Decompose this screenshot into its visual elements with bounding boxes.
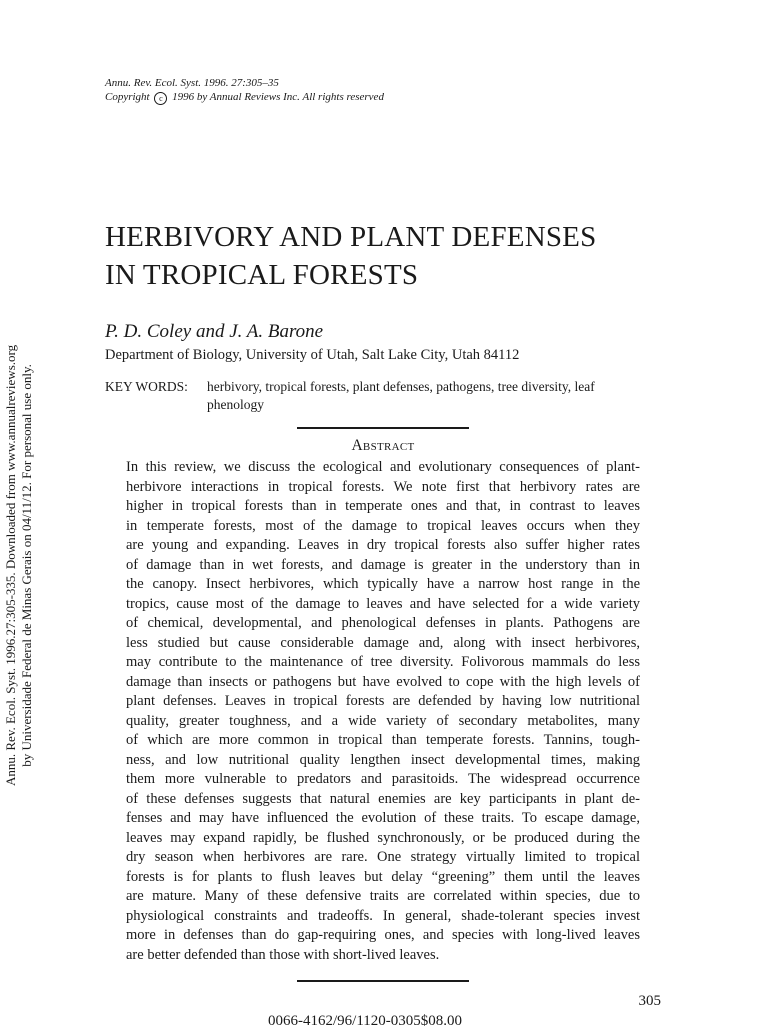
- abstract-line: dry season when herbivores are rare. One strategy virtually limited to tropical: [126, 849, 640, 865]
- title-line-1: HERBIVORY AND PLANT DEFENSES: [105, 221, 597, 253]
- citation-header: [105, 76, 384, 105]
- download-notice-line-2: by Universidade Federal de Minas Gerais on 04/11/12. For personal use only.: [19, 364, 34, 767]
- abstract-body: [126, 458, 640, 965]
- abstract-top-rule: [297, 427, 469, 429]
- abstract-line: forests is for plants to flush leaves but delay “greening” them until the leaves: [126, 868, 640, 885]
- copyright-line: [105, 90, 384, 105]
- copyright-prefix: Copyright: [105, 91, 150, 103]
- affiliation: Department of Biology, University of Utah, Salt Lake City, Utah 84112: [105, 347, 520, 363]
- authors: P. D. Coley and J. A. Barone: [105, 321, 324, 342]
- price-code: 0066-4162/96/1120-0305$08.00: [268, 1013, 463, 1029]
- abstract-line: of which are more common in tropical than temperate forests. Tannins, tough-: [126, 732, 640, 748]
- download-notice-line-1: Annu. Rev. Ecol. Syst. 1996.27:305-335. Downloaded from www.annualreviews.org: [3, 344, 18, 786]
- abstract-line: damage than insects or pathogens but have evolved to cope with the high levels of: [126, 673, 640, 690]
- abstract-line: in temperate forests, most of the damage to tropical leaves occurs when they: [126, 517, 640, 534]
- abstract-line: physiological constraints and tradeoffs. In general, shade-tolerant species invest: [126, 907, 640, 924]
- abstract-line: are young and expanding. Leaves in dry tropical forests also suffer higher rates: [126, 537, 640, 553]
- abstract-line: them more vulnerable to predators and parasitoids. The widespread occurrence: [126, 771, 640, 787]
- abstract-line: the canopy. Insect herbivores, which typically have a narrow host range in the: [126, 576, 640, 592]
- abstract-line: may contribute to the maintenance of tree diversity. Folivorous mammals do less: [126, 654, 640, 670]
- abstract-line: In this review, we discuss the ecological and evolutionary consequences of plant-: [126, 459, 640, 475]
- abstract-line: are better defended than those with short-lived leaves.: [126, 946, 440, 963]
- abstract-line: higher in tropical forests than in temperate ones and that, in contrast to leaves: [126, 498, 640, 514]
- abstract-line: of these defenses suggests that natural enemies are key participants in plant de-: [126, 790, 640, 807]
- abstract-bottom-rule: [297, 980, 469, 982]
- abstract-line: herbivore interactions in tropical forests. We note first that herbivory rates are: [126, 478, 640, 495]
- abstract-line: less studied but cause considerable damage and, along with insect herbivores,: [126, 634, 640, 651]
- abstract-line: quality, greater toughness, and a wide variety of secondary metabolites, many: [126, 712, 640, 729]
- copyright-icon: c: [154, 92, 167, 105]
- abstract-line: ness, and low nutritional quality lengthen insect developmental times, making: [126, 751, 640, 768]
- keywords-label: KEY WORDS:: [105, 379, 188, 394]
- abstract-line: tropics, cause most of the damage to leaves and have selected for a wide variety: [126, 595, 640, 612]
- abstract-heading: Abstract: [351, 437, 415, 454]
- download-notice: [3, 345, 35, 786]
- keywords-list: herbivory, tropical forests, plant defenses, pathogens, tree diversity, leaf phenology: [207, 379, 595, 412]
- abstract-line: more in defenses than do gap-requiring ones, and species with long-lived leaves: [126, 927, 640, 943]
- article-title: [105, 218, 596, 294]
- abstract-line: of damage than in wet forests, and damage is greater in the understory than in: [126, 556, 640, 573]
- journal-citation: Annu. Rev. Ecol. Syst. 1996. 27:305–35: [105, 77, 279, 89]
- abstract-line: leaves may expand rapidly, be flushed synchronously, or be produced during the: [126, 829, 640, 846]
- abstract-line: fenses and may have influenced the evolution of these traits. To escape damage,: [126, 810, 640, 826]
- abstract-line: plant defenses. Leaves in tropical forests are defended by having low nutritional: [126, 693, 640, 709]
- title-line-2: IN TROPICAL FORESTS: [105, 259, 419, 291]
- copyright-suffix: 1996 by Annual Reviews Inc. All rights reserved: [172, 91, 384, 103]
- page-number: 305: [638, 993, 661, 1009]
- abstract-line: are mature. Many of these defensive traits are correlated within species, due to: [126, 888, 640, 904]
- abstract-line: of chemical, developmental, and phenological defenses in plants. Pathogens are: [126, 615, 640, 631]
